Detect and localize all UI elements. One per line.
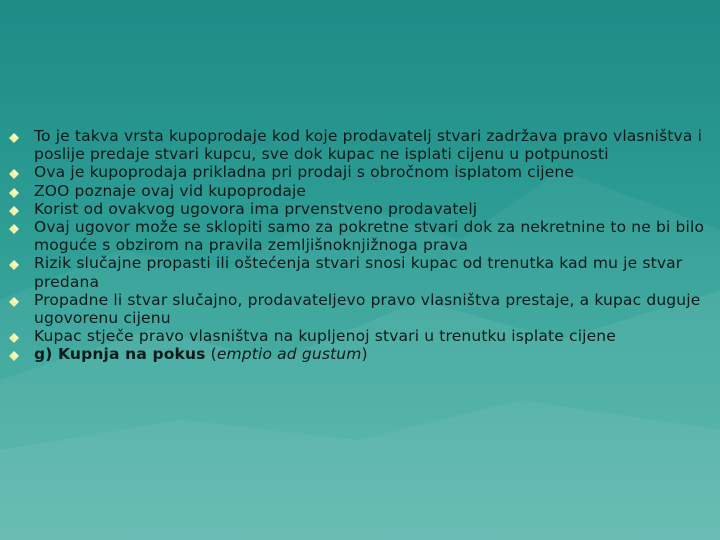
diamond-bullet-icon (9, 188, 19, 198)
list-item (8, 200, 708, 218)
list-item-text: Kupac stječe pravo vlasništva na kupljenoj stvari u trenutku isplate cijene (34, 327, 616, 346)
diamond-bullet-icon (9, 297, 19, 307)
list-item (8, 291, 708, 327)
bullet-list (8, 127, 708, 364)
diamond-bullet-icon (9, 206, 19, 216)
list-item-bold-text: g) Kupnja na pokus (34, 345, 206, 364)
list-item-close-paren: ) (361, 345, 368, 364)
slide-content (8, 127, 708, 364)
list-item (8, 163, 708, 181)
list-item (8, 218, 708, 254)
list-item-text: Korist od ovakvog ugovora ima prvenstveno prodavatelj (34, 199, 478, 218)
list-item (8, 127, 708, 163)
list-item-text: Rizik slučajne propasti ili oštećenja stvari snosi kupac od trenutka kad mu je stvar predana (34, 254, 683, 291)
list-item-open-paren: ( (205, 345, 217, 364)
diamond-bullet-icon (9, 351, 19, 361)
list-item-italic-text: emptio ad gustum (216, 345, 362, 364)
diamond-bullet-icon (9, 169, 19, 179)
list-item-text: Ova je kupoprodaja prikladna pri prodaji s obročnom isplatom cijene (34, 163, 575, 182)
diamond-bullet-icon (9, 224, 19, 234)
diamond-bullet-icon (9, 333, 19, 343)
list-item (8, 254, 708, 290)
list-item-text: ZOO poznaje ovaj vid kupoprodaje (34, 181, 307, 200)
list-item-text: To je takva vrsta kupoprodaje kod koje prodavatelj stvari zadržava pravo vlasništva i poslije predaje stvari kupcu, sve dok kupac ne isplati cijenu u potpunosti (34, 127, 703, 164)
list-item-text: Ovaj ugovor može se sklopiti samo za pokretne stvari dok za nekretnine to ne bi bilo moguće s obzirom na pravila zemljišnoknjižnoga prava (34, 218, 705, 255)
list-item (8, 182, 708, 200)
diamond-bullet-icon (9, 133, 19, 143)
list-item-text (34, 345, 708, 363)
list-item (8, 345, 708, 363)
list-item (8, 327, 708, 345)
list-item-text: Propadne li stvar slučajno, prodavateljevo pravo vlasništva prestaje, a kupac duguje ugovorenu cijenu (34, 290, 701, 328)
diamond-bullet-icon (9, 260, 19, 270)
